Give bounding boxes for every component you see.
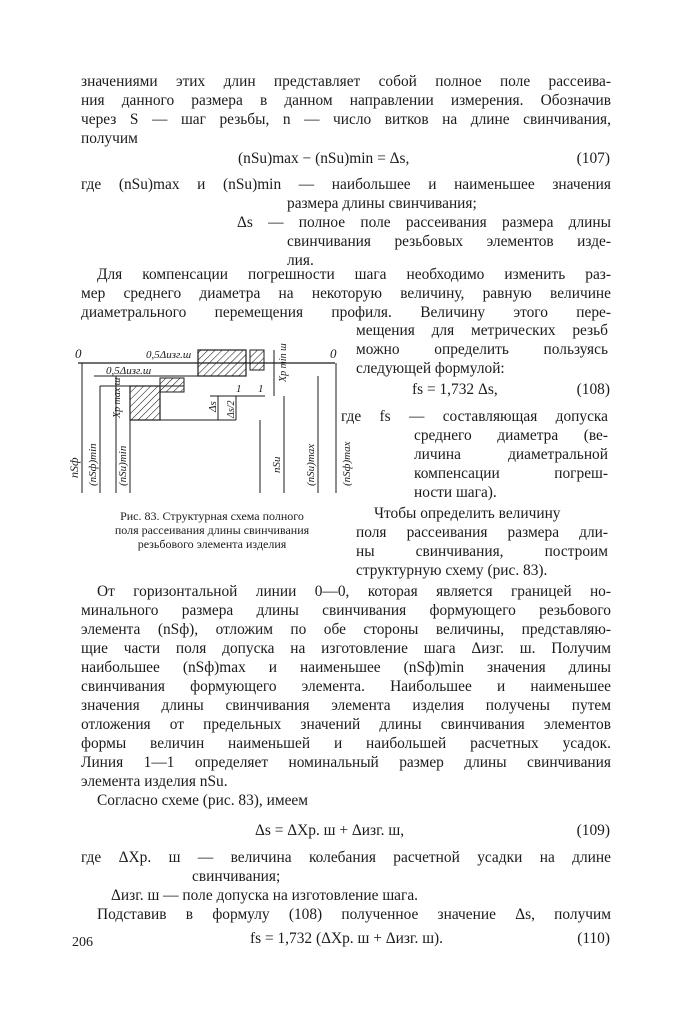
text-line: структурную схему (рис. 83). (356, 562, 548, 579)
tolerance-block-right (250, 350, 264, 370)
figure-caption: поля рассеивания длины свинчивания (114, 523, 310, 537)
label-one-b: 1 (258, 383, 264, 395)
figure-83-diagram (60, 328, 360, 500)
label-zero-right: 0 (330, 346, 337, 361)
text-line: формы величин наименьшей и наибольшей расчетных усадок. (81, 735, 611, 752)
label-half-top: 0,5Δизг.ш (146, 349, 192, 361)
text-line: мещения для метрических резьб (356, 322, 608, 339)
tolerance-block-bottom (130, 386, 160, 420)
label-delta-s-half: Δs/2 (226, 400, 237, 418)
text-line: где fs — составляющая допуска (341, 408, 608, 425)
tolerance-block-top (198, 350, 246, 376)
equation-110: fs = 1,732 (ΔXр. ш + Δизг. ш). (250, 930, 444, 947)
label-xp-max: Xр max ш (112, 377, 123, 418)
text-line: компенсации погреш- (414, 465, 608, 482)
text-line: щие части поля допуска на изготовление шага Δизг. ш. Получим (81, 640, 611, 657)
label-half-mid: 0,5Δизг.ш (106, 365, 152, 377)
text-line: элемента изделия nSu. (81, 773, 228, 790)
label-delta-s: Δs (207, 401, 219, 412)
text-line: отложения от предельных значений длины свинчивания элементов (81, 716, 611, 733)
text-line: размера длины свинчивания; (287, 195, 477, 212)
text-line: следующей формулой: (356, 360, 505, 377)
label-xp-min: Xр min ш (278, 343, 289, 382)
figure-caption: резьбового элемента изделия (137, 537, 287, 551)
label-nsf-min: (nSф)min (87, 443, 99, 486)
text-line: диаметрального перемещения профиля. Величину этого пере- (81, 304, 611, 321)
text-line: свинчивания формующего элемента. Наибольшее и наименьшее (81, 678, 611, 695)
label-nsu-max: (nSu)max (305, 443, 317, 486)
text-line: личина диаметральной (414, 446, 608, 463)
text-line: свинчивания; (192, 868, 281, 885)
label-nsf: nSф (67, 457, 81, 478)
text-line: мер среднего диаметра на некоторую величину, равную величине (81, 285, 611, 302)
text-line: Для компенсации погрешности шага необходимо изменить раз- (97, 266, 611, 283)
equation-108: fs = 1,732 Δs, (412, 381, 498, 398)
text-line: где (nSu)max и (nSu)min — наибольшее и наименьшее значения (81, 176, 611, 193)
figure-caption: Рис. 83. Структурная схема полного (120, 509, 304, 523)
text-line: минального размера длины свинчивания формующего резьбового (81, 602, 611, 619)
text-line: Δизг. ш — поле допуска на изготовление шага. (111, 887, 418, 904)
text-line: Подставив в формулу (108) полученное значение Δs, получим (97, 906, 611, 923)
equation-number: (108) (576, 381, 610, 398)
tolerance-block-mid (160, 378, 184, 392)
text-line: значениями этих длин представляет собой полное поле рассеива- (81, 73, 611, 90)
text-line: получим (81, 130, 138, 147)
text-line: Согласно схеме (рис. 83), имеем (97, 792, 308, 809)
text-line: Чтобы определить величину (374, 505, 561, 522)
label-zero-left: 0 (75, 346, 82, 361)
equation-number: (110) (577, 930, 610, 947)
equation-number: (109) (576, 822, 610, 839)
text-line: элемента (nSф), отложим по обе стороны величины, представляю- (81, 621, 611, 638)
text-line: поля рассеивания размера дли- (356, 524, 608, 541)
text-line: можно определить пользуясь (356, 341, 608, 358)
text-line: лия. (287, 252, 314, 269)
label-one-a: 1 (236, 383, 242, 395)
text-line: наибольшее (nSф)max и наименьшее (nSф)min значения длины (81, 659, 611, 676)
text-line: От горизонтальной линии 0—0, которая является границей но- (97, 583, 611, 600)
equation-number: (107) (576, 150, 610, 167)
equation-107: (nSu)max − (nSu)min = Δs, (238, 150, 410, 167)
text-line: Линия 1—1 определяет номинальный размер длины свинчивания (81, 754, 611, 771)
label-nsu: nSu (271, 456, 283, 473)
text-line: через S — шаг резьбы, n — число витков на длине свинчивания, (81, 111, 611, 128)
page-number: 206 (72, 935, 93, 950)
text-line: ния данного размера в данном направлении измерения. Обозначив (81, 92, 611, 109)
text-line: свинчивания резьбовых элементов изде- (287, 233, 611, 250)
text-line: ны свинчивания, построим (356, 543, 608, 560)
text-line: среднего диаметра (ве- (414, 427, 608, 444)
equation-109: Δs = ΔXр. ш + Δизг. ш, (255, 822, 405, 839)
label-nsu-min: (nSu)min (117, 445, 129, 486)
text-line: ности шага). (414, 484, 497, 501)
text-line: значения длины свинчивания элемента изделия получены путем (81, 697, 611, 714)
text-line: Δs — полное поле рассеивания размера длины (237, 214, 611, 231)
label-nsf-max: (nSф)max (341, 441, 353, 486)
text-line: где ΔXр. ш — величина колебания расчетной усадки на длине (81, 849, 611, 866)
